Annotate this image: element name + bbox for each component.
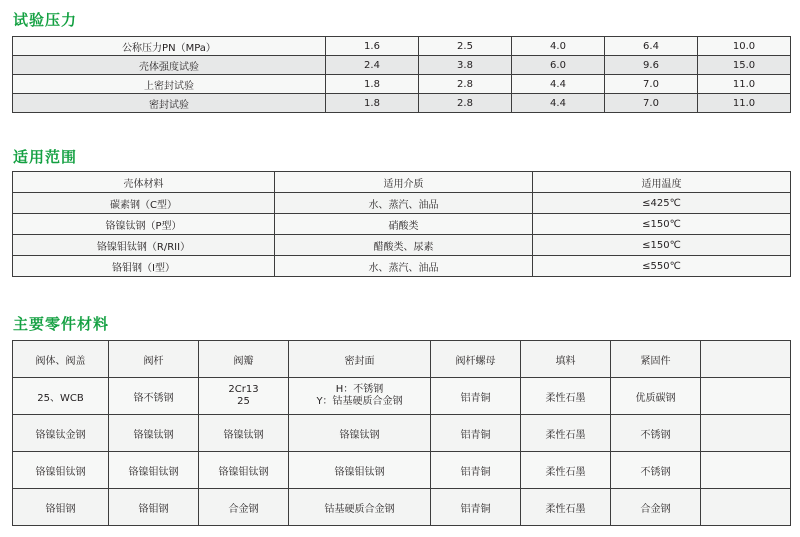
- table-cell: [701, 378, 791, 415]
- table-cell: 25、WCB: [13, 378, 109, 415]
- table-cell: 15.0: [698, 56, 791, 75]
- cell-line: 2Cr13: [228, 384, 259, 395]
- row-label: 壳体强度试验: [13, 56, 326, 75]
- table-cell: 不锈钢: [611, 415, 701, 452]
- table-cell: 铬镍钼钛钢: [289, 452, 431, 489]
- table-header-row: [13, 341, 791, 378]
- table-cell: 7.0: [605, 75, 698, 94]
- table-cell: 优质碳钢: [611, 378, 701, 415]
- table-cell: 柔性石墨: [521, 415, 611, 452]
- parts-section-title: 主要零件材料: [13, 315, 110, 333]
- table-cell: 铬镍钛金钢: [13, 415, 109, 452]
- column-header: 紧固件: [611, 341, 701, 378]
- table-cell: 9.6: [605, 56, 698, 75]
- table-cell: 4.4: [512, 94, 605, 113]
- table-cell: 水、蒸汽、油品: [275, 193, 533, 214]
- column-header: 阀体、阀盖: [13, 341, 109, 378]
- table-cell: [701, 489, 791, 526]
- table-cell: 4.4: [512, 75, 605, 94]
- table-cell: 6.0: [512, 56, 605, 75]
- table-row: [13, 415, 791, 452]
- pressure-section-title: 试验压力: [13, 11, 78, 29]
- table-row: [13, 94, 791, 113]
- table-cell: 3.8: [419, 56, 512, 75]
- table-cell: 铬钼钢: [109, 489, 199, 526]
- table-cell: 1.8: [326, 75, 419, 94]
- table-cell: 碳素钢（C型）: [13, 193, 275, 214]
- table-cell: 柔性石墨: [521, 452, 611, 489]
- table-cell: 铬镍钼钛钢（R/RII）: [13, 235, 275, 256]
- table-cell: ≤550℃: [533, 256, 791, 277]
- column-header: 密封面: [289, 341, 431, 378]
- table-cell: 2.5: [419, 37, 512, 56]
- table-cell: 合金钢: [199, 489, 289, 526]
- column-header: 填料: [521, 341, 611, 378]
- row-label: 密封试验: [13, 94, 326, 113]
- table-row: [13, 256, 791, 277]
- table-cell: 7.0: [605, 94, 698, 113]
- table-row: [13, 452, 791, 489]
- table-row: [13, 75, 791, 94]
- table-cell: 2.8: [419, 94, 512, 113]
- table-cell: 6.4: [605, 37, 698, 56]
- table-row: [13, 489, 791, 526]
- table-row: [13, 56, 791, 75]
- table-cell: 10.0: [698, 37, 791, 56]
- table-cell: 铬镍钛钢: [109, 415, 199, 452]
- range-section-title: 适用范围: [13, 148, 78, 166]
- table-cell: 11.0: [698, 75, 791, 94]
- main-parts-material-table: [12, 340, 791, 526]
- table-header-row: [13, 172, 791, 193]
- table-cell: [701, 452, 791, 489]
- table-cell: 硝酸类: [275, 214, 533, 235]
- table-cell: 合金钢: [611, 489, 701, 526]
- cell-line: 25: [237, 396, 250, 407]
- table-cell: 水、蒸汽、油品: [275, 256, 533, 277]
- column-header: [701, 341, 791, 378]
- table-cell: 铬不锈钢: [109, 378, 199, 415]
- table-row: [13, 214, 791, 235]
- table-cell: [701, 415, 791, 452]
- table-cell: ≤425℃: [533, 193, 791, 214]
- table-cell: 醋酸类、尿素: [275, 235, 533, 256]
- table-cell: 2.8: [419, 75, 512, 94]
- column-header: 阀瓣: [199, 341, 289, 378]
- table-cell: 不锈钢: [611, 452, 701, 489]
- table-cell: ≤150℃: [533, 214, 791, 235]
- table-cell: 钴基硬质合金钢: [289, 489, 431, 526]
- table-cell: 柔性石墨: [521, 489, 611, 526]
- table-cell: 柔性石墨: [521, 378, 611, 415]
- table-cell: 铬镍钛钢: [199, 415, 289, 452]
- table-cell: 1.6: [326, 37, 419, 56]
- table-cell: 2.4: [326, 56, 419, 75]
- table-cell: 11.0: [698, 94, 791, 113]
- table-row: [13, 193, 791, 214]
- column-header: 适用温度: [533, 172, 791, 193]
- table-cell: 铝青铜: [431, 415, 521, 452]
- cell-line: H：不锈钢: [335, 384, 384, 395]
- column-header: 阀杆: [109, 341, 199, 378]
- table-cell: 铝青铜: [431, 378, 521, 415]
- table-cell: 铬钼钢（I型）: [13, 256, 275, 277]
- table-row: [13, 378, 791, 415]
- table-cell: 铬镍钼钛钢: [199, 452, 289, 489]
- table-cell: 铬镍钼钛钢: [13, 452, 109, 489]
- cell-line: Y：钴基硬质合金钢: [316, 396, 403, 407]
- table-row: [13, 235, 791, 256]
- table-cell: 铬镍钼钛钢: [109, 452, 199, 489]
- table-cell: ≤150℃: [533, 235, 791, 256]
- table-cell: 铬镍钛钢（P型）: [13, 214, 275, 235]
- table-cell: 4.0: [512, 37, 605, 56]
- column-header: 适用介质: [275, 172, 533, 193]
- table-cell: 铝青铜: [431, 489, 521, 526]
- column-header: 阀杆螺母: [431, 341, 521, 378]
- row-label: 上密封试验: [13, 75, 326, 94]
- table-row: [13, 37, 791, 56]
- table-cell: 1.8: [326, 94, 419, 113]
- test-pressure-table: [12, 36, 791, 113]
- table-cell: 铬钼钢: [13, 489, 109, 526]
- application-range-table: [12, 171, 791, 277]
- table-cell: 铬镍钛钢: [289, 415, 431, 452]
- table-cell: [289, 378, 431, 415]
- table-cell: [199, 378, 289, 415]
- table-cell: 铝青铜: [431, 452, 521, 489]
- column-header: 壳体材料: [13, 172, 275, 193]
- row-label: 公称压力PN（MPa）: [13, 37, 326, 56]
